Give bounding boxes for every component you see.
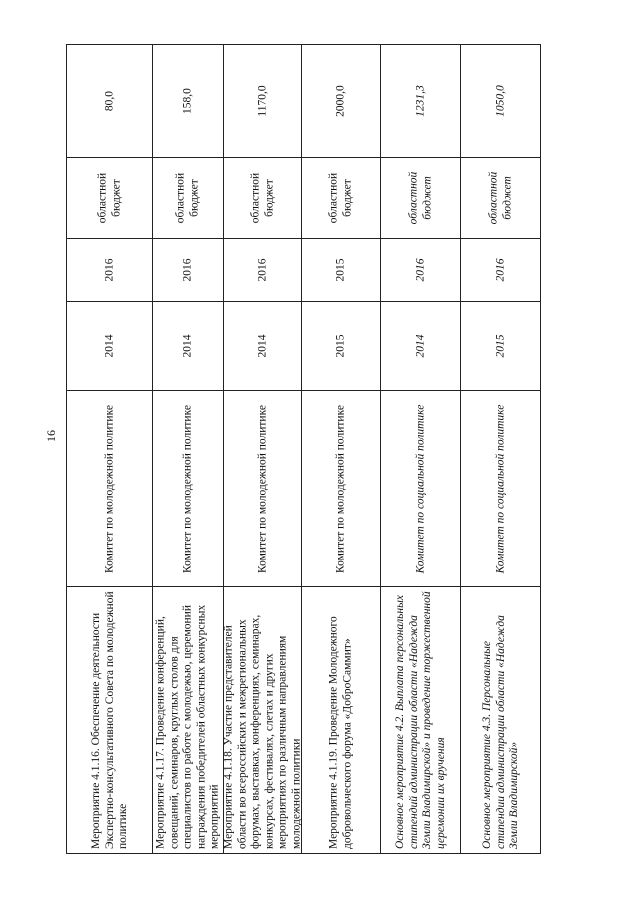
event-cell xyxy=(67,587,153,854)
event-cell-text: Основное мероприятие 4.2. Выплата персональных стипендий администрации области «Надежда Земли Владимирской» и проведение торжественной церемонии их вручения xyxy=(393,591,446,849)
funding-source-cell-text: областной бюджет xyxy=(174,172,200,224)
funding-source-cell xyxy=(302,158,381,239)
executor-cell xyxy=(461,391,541,587)
funding-source-cell-text: областной бюджет xyxy=(96,172,122,224)
event-cell xyxy=(153,587,224,854)
event-cell-text: Основное мероприятие 4.3. Персональные стипендии администрации области «Надежда Земли Владимирской» xyxy=(480,615,520,849)
start-year-cell-text: 2014 xyxy=(255,334,268,358)
funding-source-cell xyxy=(461,158,541,239)
table-row xyxy=(67,302,541,391)
table-row xyxy=(67,158,541,239)
table-row xyxy=(67,587,541,854)
event-cell-text: Мероприятие 4.1.19. Проведение Молодежного добровольческого форума «ДоброСаммит» xyxy=(327,616,353,849)
end-year-cell xyxy=(461,239,541,302)
end-year-cell-text: 2016 xyxy=(493,258,506,282)
end-year-cell-text: 2016 xyxy=(413,258,426,282)
end-year-cell xyxy=(302,239,381,302)
funding-source-cell xyxy=(153,158,224,239)
end-year-cell xyxy=(153,239,224,302)
amount-cell xyxy=(153,45,224,158)
page-number: 16 xyxy=(44,430,58,442)
amount-cell xyxy=(461,45,541,158)
start-year-cell-text: 2014 xyxy=(413,334,426,358)
executor-cell xyxy=(224,391,302,587)
amount-cell-text: 80,0 xyxy=(102,90,115,112)
amount-cell xyxy=(302,45,381,158)
event-cell-text: Мероприятие 4.1.16. Обеспечение деятельности Экспертно-консультативного Совета по молодежной политике xyxy=(89,591,129,849)
event-cell xyxy=(381,587,461,854)
amount-cell-text: 1050,0 xyxy=(493,85,506,117)
event-cell xyxy=(461,587,541,854)
funding-source-cell-text: областной бюджет xyxy=(487,171,513,225)
funding-source-cell-text: областной бюджет xyxy=(407,171,433,225)
end-year-cell xyxy=(67,239,153,302)
end-year-cell-text: 2016 xyxy=(255,258,268,282)
start-year-cell-text: 2014 xyxy=(102,334,115,358)
amount-cell-text: 2000,0 xyxy=(334,85,347,117)
event-cell-text: Мероприятие 4.1.17. Проведение конференций, совещаний, семинаров, круглых столов для специалистов по работе с молодежью, церемоний награждения победителей областных конкурсных мероприятий xyxy=(154,604,221,849)
table-row xyxy=(67,239,541,302)
executor-cell xyxy=(153,391,224,587)
amount-cell-text: 1170,0 xyxy=(255,85,268,117)
start-year-cell-text: 2014 xyxy=(181,334,194,358)
event-cell xyxy=(224,587,302,854)
funding-source-cell xyxy=(381,158,461,239)
executor-cell-text: Комитет по молодежной политике xyxy=(334,404,347,573)
end-year-cell xyxy=(381,239,461,302)
table-row xyxy=(67,45,541,158)
program-table xyxy=(66,44,541,854)
event-cell xyxy=(302,587,381,854)
table-row xyxy=(67,391,541,587)
executor-cell-text: Комитет по молодежной политике xyxy=(102,404,115,573)
executor-cell-text: Комитет по социальной политике xyxy=(493,404,506,573)
funding-source-cell-text: областной бюджет xyxy=(327,172,353,224)
executor-cell-text: Комитет по социальной политике xyxy=(413,404,426,573)
start-year-cell xyxy=(381,302,461,391)
amount-cell xyxy=(381,45,461,158)
start-year-cell xyxy=(461,302,541,391)
start-year-cell xyxy=(302,302,381,391)
funding-source-cell xyxy=(67,158,153,239)
event-cell-text: Мероприятие 4.1.18. Участие представителей области во всероссийских и межрегиональных форумах, выставках, конференциях, семинарах, конкурсах, фестивалях, слетах и других мероприятиях по различным направлениям молодежной политики xyxy=(222,614,302,849)
amount-cell-text: 1231,3 xyxy=(413,85,426,117)
start-year-cell-text: 2015 xyxy=(493,334,506,358)
start-year-cell xyxy=(67,302,153,391)
amount-cell xyxy=(67,45,153,158)
start-year-cell xyxy=(153,302,224,391)
executor-cell xyxy=(381,391,461,587)
funding-source-cell xyxy=(224,158,302,239)
end-year-cell-text: 2016 xyxy=(181,258,194,282)
amount-cell xyxy=(224,45,302,158)
start-year-cell xyxy=(224,302,302,391)
executor-cell xyxy=(302,391,381,587)
end-year-cell-text: 2015 xyxy=(334,258,347,282)
executor-cell xyxy=(67,391,153,587)
amount-cell-text: 158,0 xyxy=(181,88,194,114)
funding-source-cell-text: областной бюджет xyxy=(249,172,275,224)
executor-cell-text: Комитет по молодежной политике xyxy=(181,404,194,573)
end-year-cell xyxy=(224,239,302,302)
executor-cell-text: Комитет по молодежной политике xyxy=(255,404,268,573)
end-year-cell-text: 2016 xyxy=(102,258,115,282)
start-year-cell-text: 2015 xyxy=(334,334,347,358)
